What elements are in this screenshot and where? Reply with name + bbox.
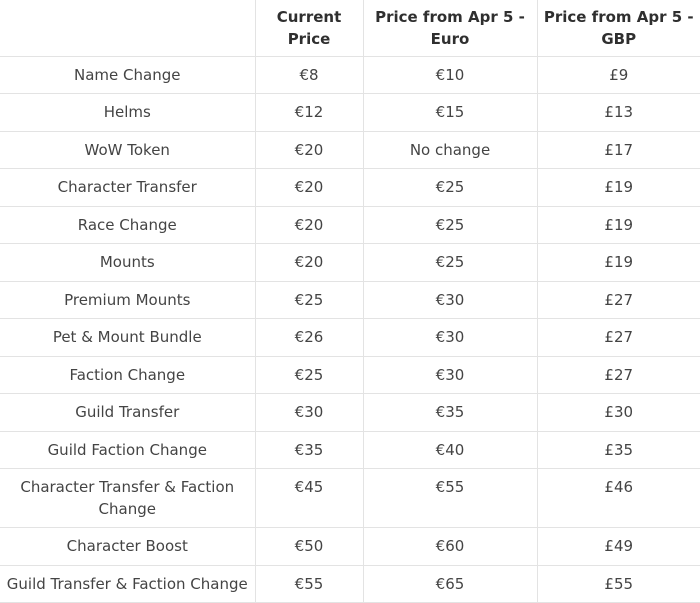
item-cell: Character Transfer & Faction Change <box>0 469 255 528</box>
gbp-price-cell: £19 <box>537 206 700 244</box>
euro-price-cell: €25 <box>363 244 537 282</box>
item-cell: Name Change <box>0 56 255 94</box>
header-price-gbp: Price from Apr 5 - GBP <box>537 0 700 56</box>
table-row <box>0 431 700 469</box>
table-row <box>0 394 700 432</box>
current-price-cell: €20 <box>255 206 363 244</box>
euro-price-cell: €30 <box>363 319 537 357</box>
table-row <box>0 469 700 528</box>
item-cell: Premium Mounts <box>0 281 255 319</box>
euro-price-cell: €60 <box>363 528 537 566</box>
current-price-cell: €12 <box>255 94 363 132</box>
current-price-cell: €50 <box>255 528 363 566</box>
euro-price-cell: €25 <box>363 169 537 207</box>
gbp-price-cell: £13 <box>537 94 700 132</box>
current-price-cell: €30 <box>255 394 363 432</box>
current-price-cell: €20 <box>255 131 363 169</box>
item-cell: Guild Transfer & Faction Change <box>0 565 255 603</box>
euro-price-cell: €25 <box>363 206 537 244</box>
euro-price-cell: €35 <box>363 394 537 432</box>
current-price-cell: €25 <box>255 281 363 319</box>
table-row <box>0 319 700 357</box>
current-price-cell: €20 <box>255 169 363 207</box>
euro-price-cell: No change <box>363 131 537 169</box>
table-row <box>0 56 700 94</box>
gbp-price-cell: £27 <box>537 281 700 319</box>
item-cell: Guild Transfer <box>0 394 255 432</box>
euro-price-cell: €15 <box>363 94 537 132</box>
euro-price-cell: €30 <box>363 281 537 319</box>
header-item <box>0 0 255 56</box>
header-current-price: Current Price <box>255 0 363 56</box>
item-cell: WoW Token <box>0 131 255 169</box>
item-cell: Guild Faction Change <box>0 431 255 469</box>
item-cell: Helms <box>0 94 255 132</box>
gbp-price-cell: £35 <box>537 431 700 469</box>
current-price-cell: €35 <box>255 431 363 469</box>
gbp-price-cell: £55 <box>537 565 700 603</box>
table-row <box>0 281 700 319</box>
gbp-price-cell: £46 <box>537 469 700 528</box>
table-row <box>0 94 700 132</box>
header-row <box>0 0 700 56</box>
table-row <box>0 244 700 282</box>
item-cell: Mounts <box>0 244 255 282</box>
gbp-price-cell: £27 <box>537 356 700 394</box>
table-row <box>0 206 700 244</box>
euro-price-cell: €65 <box>363 565 537 603</box>
current-price-cell: €26 <box>255 319 363 357</box>
current-price-cell: €45 <box>255 469 363 528</box>
euro-price-cell: €55 <box>363 469 537 528</box>
item-cell: Pet & Mount Bundle <box>0 319 255 357</box>
table-row <box>0 169 700 207</box>
gbp-price-cell: £30 <box>537 394 700 432</box>
item-cell: Character Boost <box>0 528 255 566</box>
euro-price-cell: €40 <box>363 431 537 469</box>
euro-price-cell: €10 <box>363 56 537 94</box>
gbp-price-cell: £9 <box>537 56 700 94</box>
current-price-cell: €25 <box>255 356 363 394</box>
table-row <box>0 528 700 566</box>
gbp-price-cell: £19 <box>537 244 700 282</box>
current-price-cell: €55 <box>255 565 363 603</box>
gbp-price-cell: £17 <box>537 131 700 169</box>
euro-price-cell: €30 <box>363 356 537 394</box>
gbp-price-cell: £19 <box>537 169 700 207</box>
item-cell: Character Transfer <box>0 169 255 207</box>
item-cell: Race Change <box>0 206 255 244</box>
item-cell: Faction Change <box>0 356 255 394</box>
gbp-price-cell: £49 <box>537 528 700 566</box>
current-price-cell: €20 <box>255 244 363 282</box>
table-row <box>0 356 700 394</box>
table-row <box>0 131 700 169</box>
header-price-euro: Price from Apr 5 - Euro <box>363 0 537 56</box>
current-price-cell: €8 <box>255 56 363 94</box>
gbp-price-cell: £27 <box>537 319 700 357</box>
